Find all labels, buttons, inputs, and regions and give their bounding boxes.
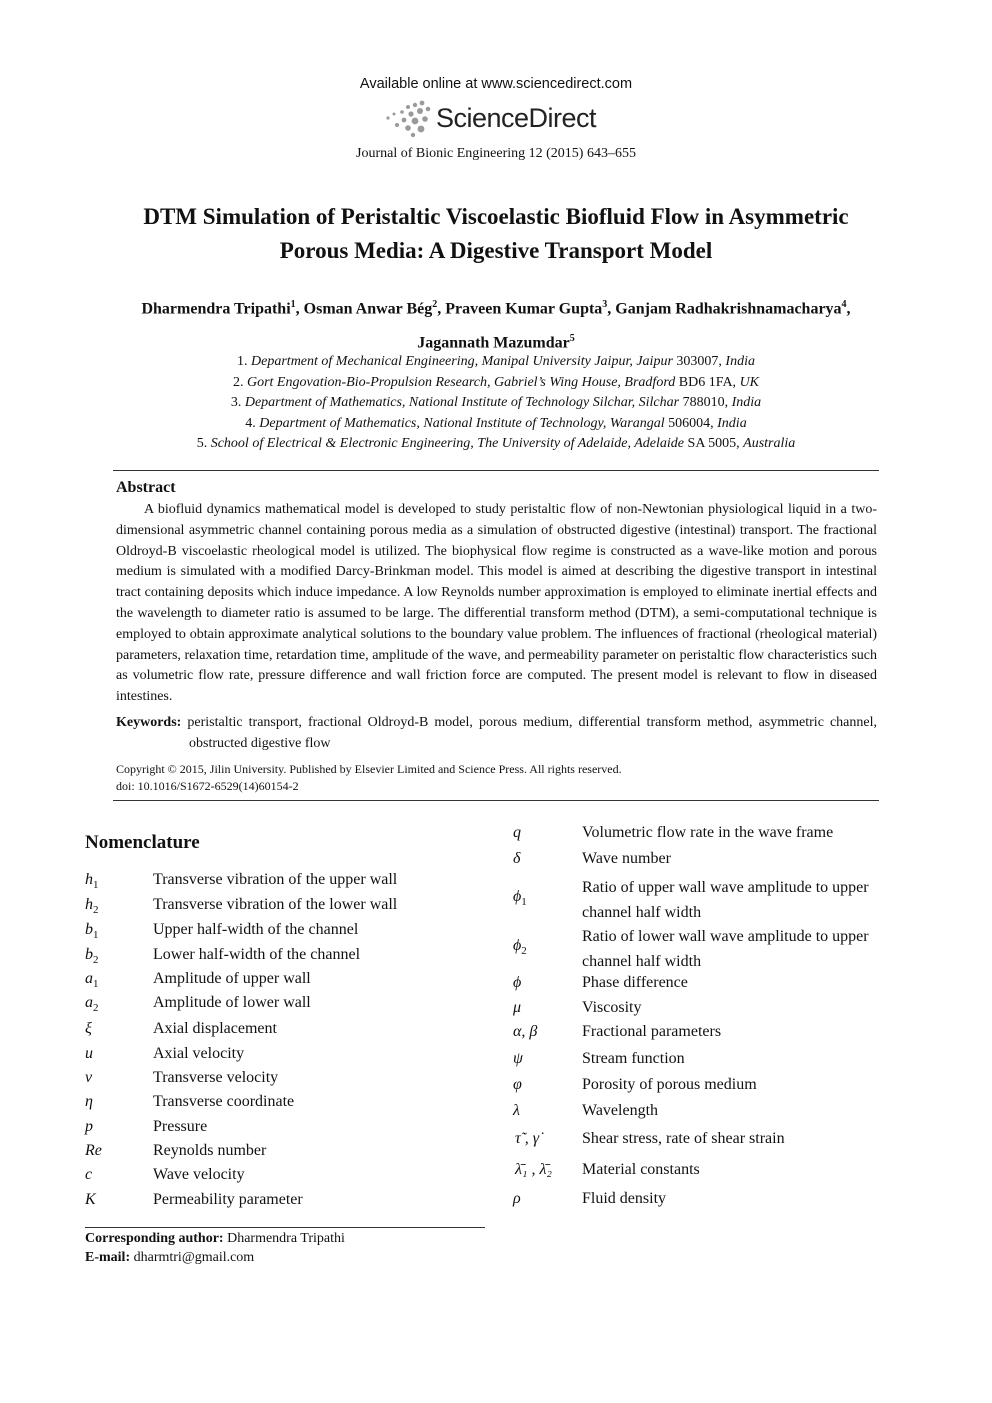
- author-list: Dharmendra Tripathi$^1$, Osman Anwar Bég$^2$, Praveen Kumar Gupta$^3$, Ganjam Radhakrishnamacharya$^4$, Jagannath Mazumdar$^5$: [141, 299, 851, 352]
- affiliation-item: 1. Department of Mechanical Engineering, Manipal University Jaipur, Jaipur 303007, India: [237, 354, 755, 369]
- author-name: Dharmendra Tripathi: [141, 300, 291, 318]
- abstract-heading: Abstract: [116, 479, 176, 496]
- author-name: Osman Anwar Bég: [303, 300, 433, 318]
- affiliation-item: 5. School of Electrical & Electronic Engineering, The University of Adelaide, Adelaide SA 5005, Australia: [196, 436, 796, 451]
- corresponding-author-name: Dharmendra Tripathi: [227, 1231, 345, 1246]
- doi-link[interactable]: doi: 10.1016/S1672-6529(14)60154-2: [116, 779, 299, 793]
- affiliation-item: 3. Department of Mathematics, National Institute of Technology Silchar, Silchar 788010, India: [230, 395, 762, 410]
- journal-citation: Journal of Bionic Engineering 12 (2015) 643–655: [356, 146, 636, 161]
- copyright-block: [116, 761, 622, 795]
- affiliation-list: [0, 352, 992, 455]
- affiliation-item: 4. Department of Mathematics, National Institute of Technology, Warangal 506004, India: [245, 415, 747, 431]
- affiliation-item: 2. Gort Engovation-Bio-Propulsion Research, Gabriel’s Wing House, Bradford BD6 1FA, UK: [232, 374, 760, 390]
- keywords: Keywords: peristaltic transport, fractional Oldroyd-B model, porous medium, differential transform method, asymmetric channel, obstructed digestive flow: [116, 715, 877, 751]
- author-name: Ganjam Radhakrishnamacharya: [615, 300, 842, 318]
- available-online-text: Available online at www.sciencedirect.com: [359, 76, 633, 92]
- author-name: Jagannath Mazumdar: [417, 334, 570, 352]
- sciencedirect-logo[interactable]: [380, 97, 620, 139]
- abstract-top-rule: [113, 470, 879, 471]
- footnote-rule: [85, 1227, 485, 1228]
- email-link[interactable]: dharmtri@gmail.com: [133, 1250, 255, 1265]
- paper-title: DTM Simulation of Peristaltic Viscoelastic Biofluid Flow in Asymmetric Porous Media: A Digestive Transport Model: [143, 204, 849, 263]
- corresponding-author-block: Corresponding author: Dharmendra Tripathi E-mail: dharmtri@gmail.com: [85, 1231, 345, 1265]
- copyright-text: Copyright © 2015, Jilin University. Published by Elsevier Limited and Science Press. All rights reserved.: [116, 762, 622, 776]
- sciencedirect-dots-icon: [380, 97, 436, 139]
- author-name: Praveen Kumar Gupta: [445, 300, 603, 318]
- abstract-bottom-rule: [113, 800, 879, 801]
- sciencedirect-wordmark: ScienceDirect: [436, 103, 597, 133]
- abstract-body: A biofluid dynamics mathematical model is developed to study peristaltic flow of non-Newtonian physiological liquid in a two-dimensional asymmetric channel containing porous media as a simulation of obstructed digestive (intestinal) transport. The fractional Oldroyd-B viscoelastic rheological model is utilized. The biophysical flow regime is constructed as a wave-like motion and porous medium is simulated with a modified Darcy-Brinkman model. This model is aimed at describing the digestive transport in intestinal tract containing deposits which induce impedance. A low Reynolds number approximation is employed to eliminate inertial effects and the wavelength to diameter ratio is assumed to be large. The differential transform method (DTM), a semi-computational technique is employed to obtain approximate analytical solutions to the boundary value problem. The influences of fractional (rheological material) parameters, relaxation time, retardation time, amplitude of the wave, and permeability parameter on peristaltic flow characteristics such as volumetric flow rate, pressure difference and wall friction force are computed. The present model is relevant to flow in diseased intestines.: [116, 502, 877, 705]
- nomenclature-heading: Nomenclature: [85, 832, 200, 853]
